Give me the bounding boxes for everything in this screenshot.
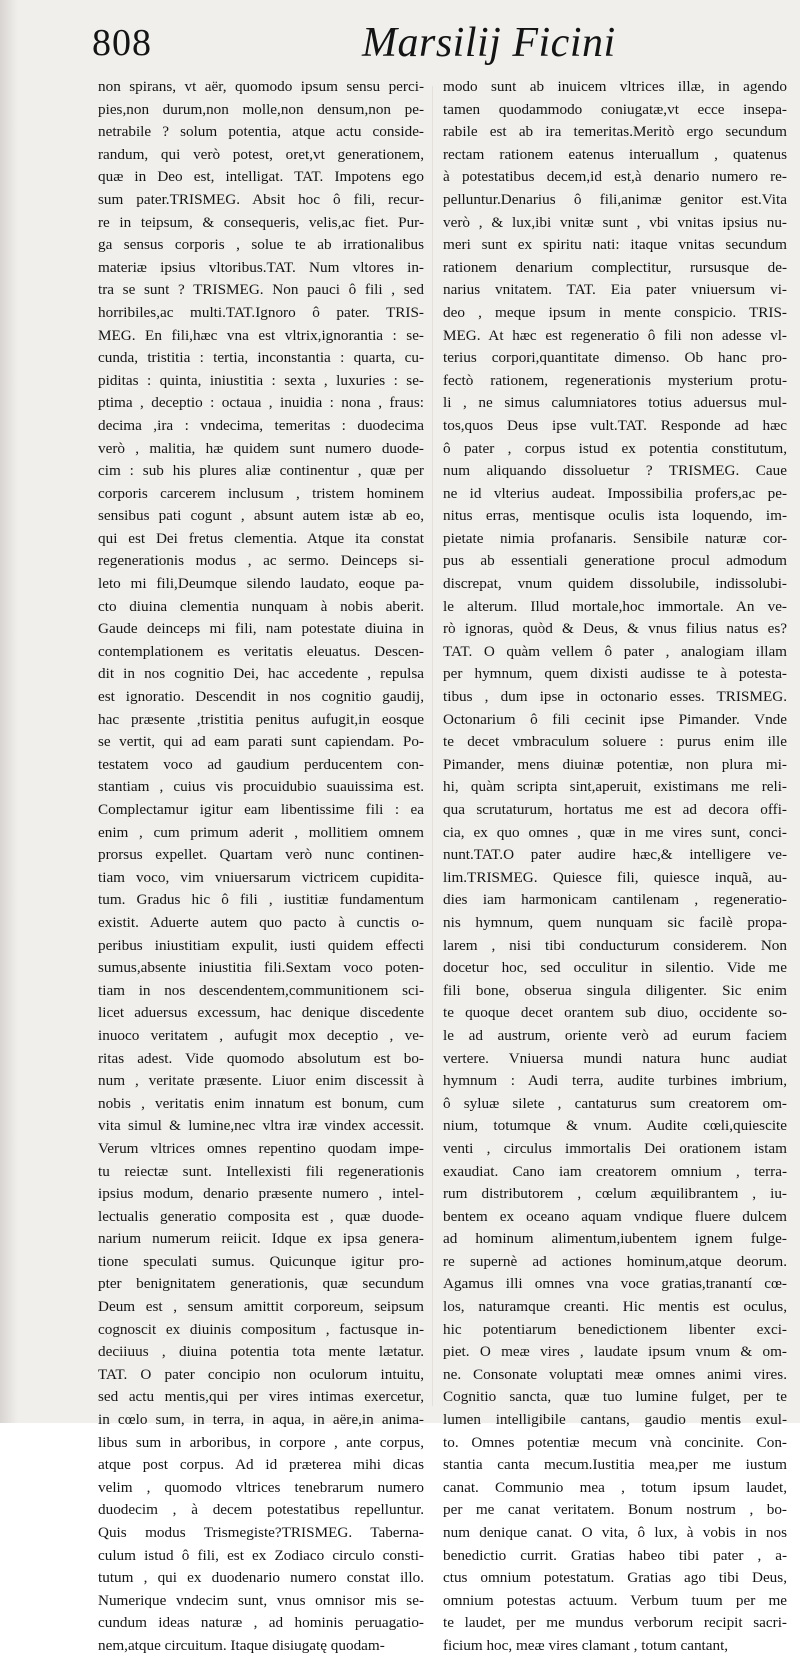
text-line: Gaude deinceps mi fili, nam potestate diuina in (98, 620, 424, 638)
text-line: TAT. O pater concipio non oculorum intuitu, (98, 1365, 424, 1383)
text-line: existit. Aduerte autem quo pacto à cunctis o- (98, 913, 424, 931)
text-line: modo sunt ab inuicem vltrices illæ, in agendo (443, 78, 787, 95)
text-line: rabile est ab ira temeritas.Meritò ergo secundum (443, 123, 787, 141)
text-line: licet aduersus excessum, hac denique discedente (98, 1004, 424, 1022)
text-line: nunt.TAT.O pater audire hæc,& intelligere ve- (443, 846, 787, 864)
text-line: sensibus pati cogunt , absunt autem istæ ab eo, (98, 507, 424, 525)
text-line: piet. O meæ vires , laudate ipsum vnum & om- (443, 1343, 787, 1361)
text-line: nium, totumque & vnum. Audite cœli,quiescite (443, 1117, 787, 1135)
text-line: Octonarium ô fili cecinit ipse Pimander. Vnde (443, 710, 787, 728)
text-line: decima ,ira : vndecima, temeritas : duodecima (98, 416, 424, 434)
text-line: est ignoratio. Descendit in nos cognitio gaudij, (98, 688, 424, 706)
text-line: Cognitio sancta, quæ tuo lumine fulget, per te (443, 1388, 787, 1406)
text-line: te laudet, per me mundus verborum recipit sacri- (443, 1614, 787, 1632)
text-line: inuoco veritatem , aufugit mox deceptio , ve- (98, 1026, 424, 1044)
text-line: prorsus expellet. Quartam verò nunc continen- (98, 846, 424, 864)
text-line: ne. Consonate voluptati meæ omnes animi vires. (443, 1365, 787, 1383)
text-line: to. Omnes potentiæ mecum vnà concinite. Con- (443, 1433, 787, 1451)
text-line: ctus omnium potestatum. Gratias ago tibi Deus, (443, 1569, 787, 1587)
text-line: cim : sub his plures aliæ continentur , quæ per (98, 462, 424, 480)
text-line: cundum ideas naturæ , ad hominis peruagatio- (98, 1614, 424, 1632)
text-line: TAT. O quàm vellem ô pater , analogiam illam (443, 642, 787, 660)
text-line: cto diuina clementia nunquam à nobis aberit. (98, 597, 424, 615)
text-line: ptima , deceptio : octaua , inuidia : nona , fraus: (98, 394, 424, 412)
text-line: peribus iniustitiam expulit, iusti quidem effecti (98, 936, 424, 954)
text-line: netrabile ? solum potentia, atque actu conside- (98, 123, 424, 141)
text-line: li , ne simus calumniatores totius aduersus mul- (443, 394, 787, 412)
text-line: duodecim , à decem potestatibus repelluntur. (98, 1501, 424, 1519)
text-line: nem,atque circuitum. Itaque disiugatę quodam- (98, 1636, 385, 1654)
text-line: verò , malitia, hæ quidem sunt numero duode- (98, 439, 424, 457)
text-line: piditas : quinta, iniustitia : sexta , luxuries : se- (98, 371, 424, 389)
text-line: deciiuus , diuina potentia tota mente lætatur. (98, 1343, 424, 1361)
text-line: leto mi fili,Deumque silendo laudato, eoque pa- (98, 575, 424, 593)
text-line: ipsius modum, denario præsente numero , intel- (98, 1185, 424, 1203)
text-line: pter benignitatem generationis, quæ secundum (98, 1275, 424, 1293)
text-line: num aliquando dissoluetur ? TRISMEG. Caue (443, 462, 787, 480)
text-line: pies,non durum,non molle,non densum,non pe- (98, 100, 424, 118)
text-line: sumus,absente iniustitia fili.Sextam voco poten- (98, 959, 424, 977)
text-line: ficium hoc, meæ vires clamant , totum cantant, (443, 1636, 729, 1654)
text-line: narium numerum reiicit. Idque ex ipsa genera- (98, 1230, 424, 1248)
text-line: verò , & lux,ibi vnitæ sunt , vbi vnitas ipsius nu- (443, 213, 787, 231)
text-line: ritas adest. Vide quomodo absolutum est bo- (98, 1049, 424, 1067)
text-line: nis hymnum, quem nunquam sic facilè propa- (443, 913, 787, 931)
text-line: docetur hoc, sed occulitur in silentio. Vide me (443, 959, 787, 977)
text-line: ne id vlterius audeat. Impossibilia profers,ac pe- (443, 484, 787, 502)
text-line: rectam rationem eatenus interuallum , quatenus (443, 145, 787, 163)
text-line: omnium potestas actuum. Verbum tuum per me (443, 1591, 787, 1609)
text-line: cunda, tristitia : tertia, inconstantia : quarta, cu- (98, 349, 424, 367)
text-line: canat. Communio mea , totum ipsum laudet, (443, 1478, 787, 1496)
text-line: libus sum in arboribus, in corpore , ante corpus, (98, 1433, 424, 1451)
text-line: velim , quomodo vltrices tenebrarum numero (98, 1478, 424, 1496)
text-line: hic potentiarum benedictionem libenter exci- (443, 1320, 787, 1338)
text-line: tibus , dum ipse in octonario esses. TRISMEG. (443, 688, 787, 706)
text-line: rationem denarium complectitur, rursusque de- (443, 258, 787, 276)
text-line: se vertit, qui ad eam parati sunt capiendam. Po- (98, 733, 424, 751)
text-line: pus ab essentiali generatione procul admodum (443, 552, 787, 570)
text-line: num denique canat. O vita, ô lux, à vobis in nos (443, 1524, 787, 1541)
text-line: nobis , veritatis enim innatum est bonum, cum (98, 1094, 424, 1112)
text-line: pelluntur.Denarius ô fili,animæ genitor est.Vita (443, 190, 787, 208)
text-line: stantiam , cuius vis procuidubio suauissima est. (98, 778, 424, 796)
text-line: re supernè ad actiones hominum,atque deorum. (443, 1252, 787, 1270)
text-line: rum distributorem , cœlum æquilibrantem , iu- (443, 1185, 787, 1203)
text-line: à potestatibus decem,id est,à denario numero re- (443, 168, 787, 186)
text-line: lumen intelligibile cantans, gaudio mentis exul- (443, 1411, 787, 1429)
text-line: Verum vltrices omnes repentino quodam impe- (98, 1139, 424, 1157)
text-line: venti , circulus immortalis Dei orationem istam (443, 1139, 787, 1157)
text-line: randum, qui verò potest, oret,vt generationem, (98, 145, 424, 163)
text-line: exaudiat. Cano iam creatorem omnium , terra- (443, 1162, 787, 1180)
text-line: atque post corpus. Ad id præterea mihi dicas (98, 1456, 424, 1474)
text-line: tu reiectæ sunt. Intellexisti fili regenerationis (98, 1162, 424, 1180)
text-line: te decet vmbraculum soluere : purus enim ille (443, 733, 787, 751)
text-line: tum. Gradus hic ô fili , iustitiæ fundamentum (98, 891, 424, 909)
text-line: Agamus illi omnes vna voce gratias,tranantí cœ- (443, 1275, 787, 1293)
text-line: Deum est , sensum amittit corporeum, seipsum (98, 1298, 424, 1316)
text-line: narius vnitatem. TAT. Eia pater vniuersum vi- (443, 281, 787, 299)
page-shadow-edge (0, 0, 18, 1423)
text-line: non spirans, vt aër, quomodo ipsum sensu perci- (98, 78, 424, 95)
text-line: cognoscit ex diuinis compositum , factusque in- (98, 1320, 424, 1338)
text-line: tione speculati sumus. Quicunque igitur pro- (98, 1252, 424, 1270)
text-line: culum istud ô fili, est ex Zodiaco circulo consti- (98, 1546, 424, 1564)
text-line: materiæ ipsius vltoribus.TAT. Num vltores in- (98, 258, 424, 276)
text-line: qua scrutaturum, hortatus me est ad decora offi- (443, 801, 787, 818)
text-line: dies iam harmonicam cantilenam , regeneratio- (443, 891, 787, 909)
text-line: corporis carcerem inclusum , tristem hominem (98, 484, 424, 502)
text-line: benedictio currit. Gratias habeo tibi pater , a- (443, 1546, 787, 1564)
text-line: tiam in nos descendentem,communitionem sci- (98, 981, 424, 999)
text-line: Pimander, mens diuinæ potentiæ, non plura mi- (443, 755, 787, 773)
text-line: vita simul & lumine,nec vltra iræ vindex accessit. (98, 1117, 424, 1135)
text-line: Complectamur igitur eam libentissime fili : ea (98, 801, 424, 818)
text-line: per me canat veritatem. Bonum nostrum , bo- (443, 1501, 787, 1519)
left-text-column (98, 76, 424, 1658)
text-line: sum pater.TRISMEG. Absit hoc ô fili, recur- (98, 190, 424, 208)
text-line: Quis modus Trismegiste?TRISMEG. Taberna- (98, 1524, 424, 1541)
text-line: ga sensus corporis , solue te ab irrationalibus (98, 236, 424, 254)
text-line: terius corpori,quantitate dimenso. Ob hanc pro- (443, 349, 787, 367)
text-line: num , veritate præsente. Liuor enim discessit à (98, 1072, 424, 1090)
text-line: los, naturamque creanti. Hic mentis est oculus, (443, 1298, 787, 1316)
text-line: per hymnum, quem dixisti audisse te à potesta- (443, 665, 787, 683)
text-line: tamen quodammodo coniugatæ,vt ecce insepa- (443, 100, 787, 118)
text-line: fili bone, obserua singula diligenter. Sic enim (443, 981, 787, 999)
column-gutter (432, 86, 433, 1406)
text-line: rò ignoras, quòd & Deus, & vnus filius natus es? (443, 620, 787, 638)
text-line: sed actu mentis,qui per vires intimas exercetur, (98, 1388, 424, 1406)
text-line: ô syluæ silete , cantaturus sum creatorem om- (443, 1094, 787, 1112)
text-line: enim , cum primum aderit , mollitiem omnem (98, 823, 424, 841)
text-line: hac præsente ,tristitia penitus aufugit,in eosque (98, 710, 424, 728)
text-line: tutum , qui ex duodenario numero constat illo. (98, 1569, 424, 1587)
text-line: Numerique vndecim sunt, vnus omnisor mis se- (98, 1591, 424, 1609)
text-line: le alterum. Illud mortale,hoc immortale. An ve- (443, 597, 787, 615)
text-line: pietate nimia profanaris. Sensibile naturæ cor- (443, 529, 787, 547)
text-line: lectualis generatio composita est , quæ duode- (98, 1207, 424, 1225)
text-line: lim.TRISMEG. Quiesce fili, quiesce inquã, au- (443, 868, 787, 886)
text-line: te quoque decet orantem sub diuo, occidente so- (443, 1004, 787, 1022)
text-line: ad hominum alimentum,iubentem ignem fulge- (443, 1230, 787, 1248)
text-line: horribiles,ac multi.TAT.Ignoro ô pater. TRIS- (98, 303, 424, 321)
text-line: fectò rationem, regenerationis mysterium protu- (443, 371, 787, 389)
text-line: larem , nisi tibi conducturum considerem. Non (443, 936, 787, 954)
page-number: 808 (92, 22, 152, 64)
text-line: MEG. At hæc est regeneratio ô fili non adesse vl- (443, 326, 787, 344)
text-line: testatem voco ad gaudium perducentem con- (98, 755, 424, 773)
running-head: Marsilij Ficini (362, 20, 616, 66)
right-text-column (443, 76, 787, 1658)
text-line: tra se sunt ? TRISMEG. Non pauci ô fili , sed (98, 281, 424, 299)
text-line: tiam voco, vim vniuersarum victricem cupidita- (98, 868, 424, 886)
text-line: stantia canta mecum.Iustitia mea,per me iustum (443, 1456, 787, 1474)
text-line: MEG. En fili,hæc vna est vltrix,ignorantia : se- (98, 326, 424, 344)
page-header (92, 22, 790, 82)
text-line: ô pater , corpus istud ex potentia constitutum, (443, 439, 787, 457)
text-line: discrepat, vnum quidem dissolubile, indissolubi- (443, 575, 787, 593)
text-line: cia, ex quo omnes , quæ in me vires sunt, conci- (443, 823, 787, 841)
text-line: dit in nos cognitio Dei, hac accedente , repulsa (98, 665, 424, 683)
text-line: vertere. Vniuersa mundi natura hunc audiat (443, 1049, 787, 1067)
text-line: le ad austrum, oriente verò ad eurum faciem (443, 1026, 787, 1044)
text-line: meri sunt ex spiritu nati: itaque vnitas secundum (443, 236, 787, 254)
text-line: hymnum : Audi terra, audite turbines imbrium, (443, 1072, 787, 1090)
text-line: re in teipsum, & consequeris, velis,ac fiet. Pur- (98, 213, 424, 231)
text-line: bentem ex oceano aquam vndique fluere dulcem (443, 1207, 787, 1225)
text-line: deo , meque ipsum in mente conspicio. TRIS- (443, 303, 787, 321)
text-line: contemplationem es veritatis eleuatus. Descen- (98, 642, 424, 660)
text-line: nitus erras, mentisque oculis ista loquendo, im- (443, 507, 787, 525)
text-line: in cœlo sum, in terra, in aqua, in aëre,in anima- (98, 1411, 424, 1429)
text-line: tos,quos Deus ipse vult.TAT. Responde ad hæc (443, 416, 787, 434)
text-line: regenerationis modus , ac sermo. Deinceps si- (98, 552, 424, 570)
text-line: hi, quàm scripta sint,aperuit, existimans me reli- (443, 778, 787, 796)
text-line: qui est Dei fretus clementia. Atque ita constat (98, 529, 424, 547)
text-line: quæ in Deo est, intelligat. TAT. Impotens ego (98, 168, 424, 186)
